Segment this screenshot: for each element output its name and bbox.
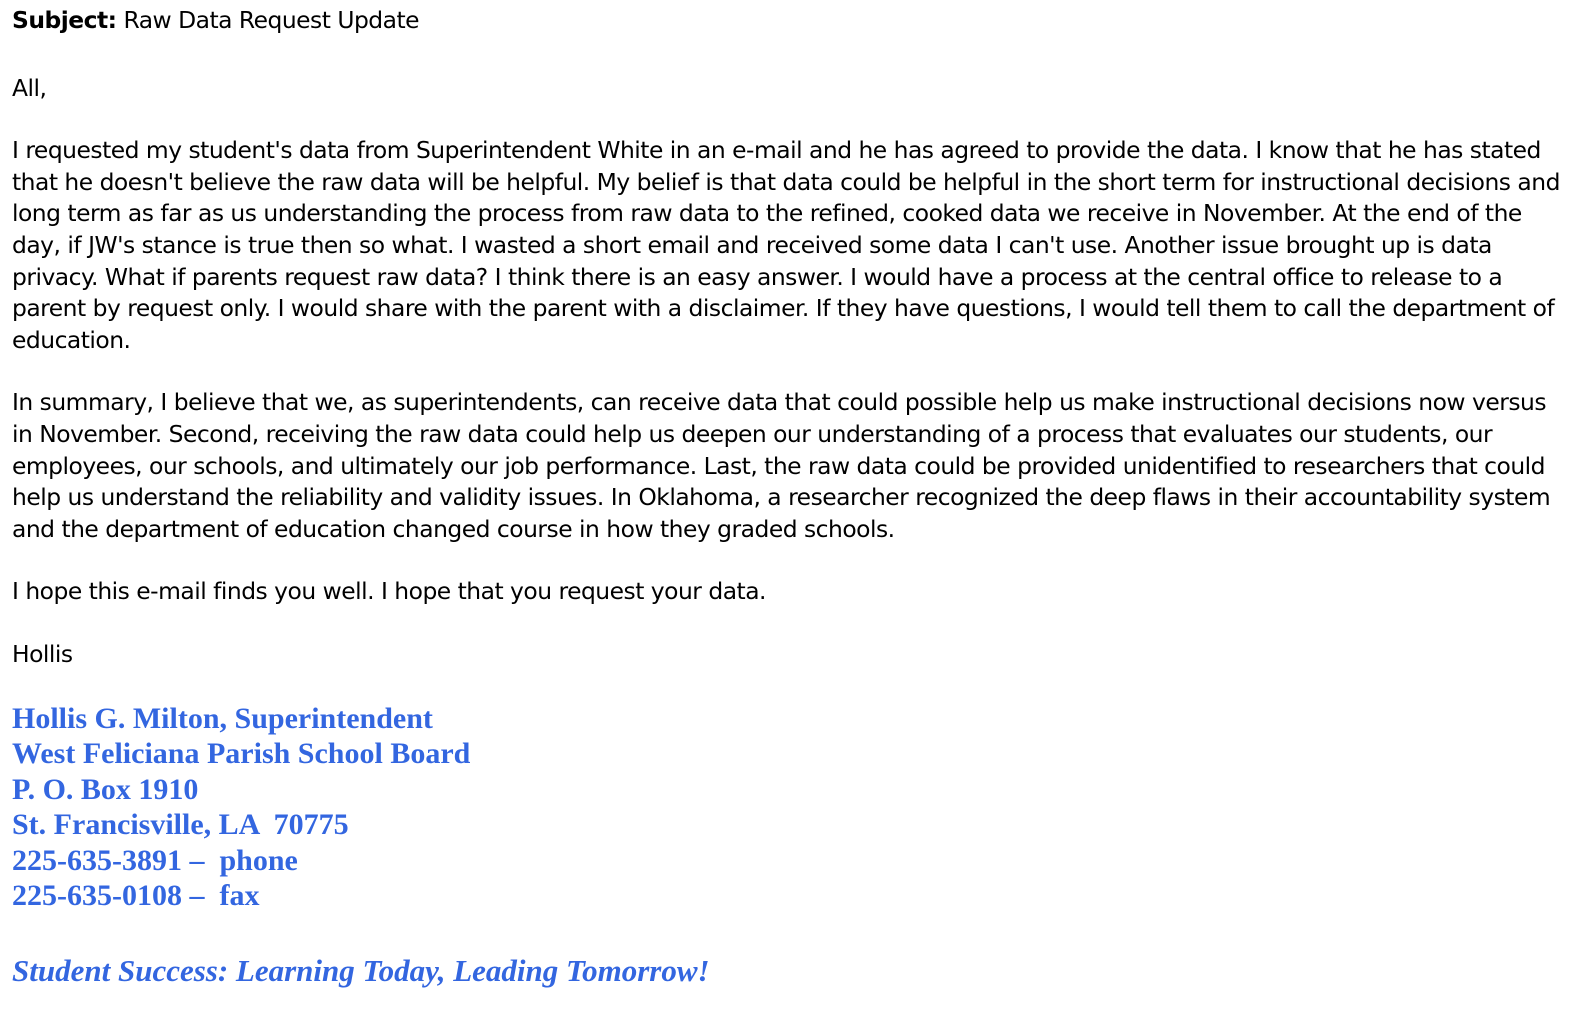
email-signature bbox=[12, 701, 1572, 915]
subject-text: Raw Data Request Update bbox=[123, 6, 420, 34]
signature-fax: 225-635-0108 – fax bbox=[12, 879, 260, 913]
signature-po-box: P. O. Box 1910 bbox=[12, 772, 199, 806]
signature-name-title: Hollis G. Milton, Superintendent bbox=[12, 701, 433, 735]
signature-city-state-zip: St. Francisville, LA 70775 bbox=[12, 808, 349, 842]
paragraph-data-request: I requested my student's data from Superintendent White in an e-mail and he has agreed to provide the data. I know that he has stated that he doesn't believe the raw data will be helpful. My belief is that data could be helpful in the short term for instructional decisions and long term as far as us understanding the process from raw data to the refined, cooked data we receive in November. At the end of the day, if JW's stance is true then so what. I wasted a short email and received some data I can't use. Another issue brought up is data privacy. What if parents request raw data? I think there is an easy answer. I would have a process at the central office to release to a parent by request only. I would share with the parent with a disclaimer. If they have questions, I would tell them to call the department of education. bbox=[12, 136, 1560, 354]
email-body bbox=[12, 0, 1572, 989]
paragraph-closing: I hope this e-mail finds you well. I hope that you request your data. bbox=[12, 577, 766, 606]
signature-organization: West Feliciana Parish School Board bbox=[12, 737, 471, 771]
signature-motto: Student Success: Learning Today, Leading Tomorrow! bbox=[12, 953, 710, 989]
paragraph-summary: In summary, I believe that we, as superintendents, can receive data that could possible help us make instructional decisions now versus in November. Second, receiving the raw data could help us deepen our understanding of a process that evaluates our students, our employees, our schools, and ultimately our job performance. Last, the raw data could be provided unidentified to researchers that could help us understand the reliability and validity issues. In Oklahoma, a researcher recognized the deep flaws in their accountability system and the department of education changed course in how they graded schools. bbox=[12, 388, 1551, 543]
subject-line bbox=[12, 5, 1572, 37]
sign-off-name: Hollis bbox=[12, 639, 73, 668]
subject-label: Subject: bbox=[12, 6, 117, 34]
greeting: All, bbox=[12, 73, 47, 102]
signature-phone: 225-635-3891 – phone bbox=[12, 843, 298, 877]
